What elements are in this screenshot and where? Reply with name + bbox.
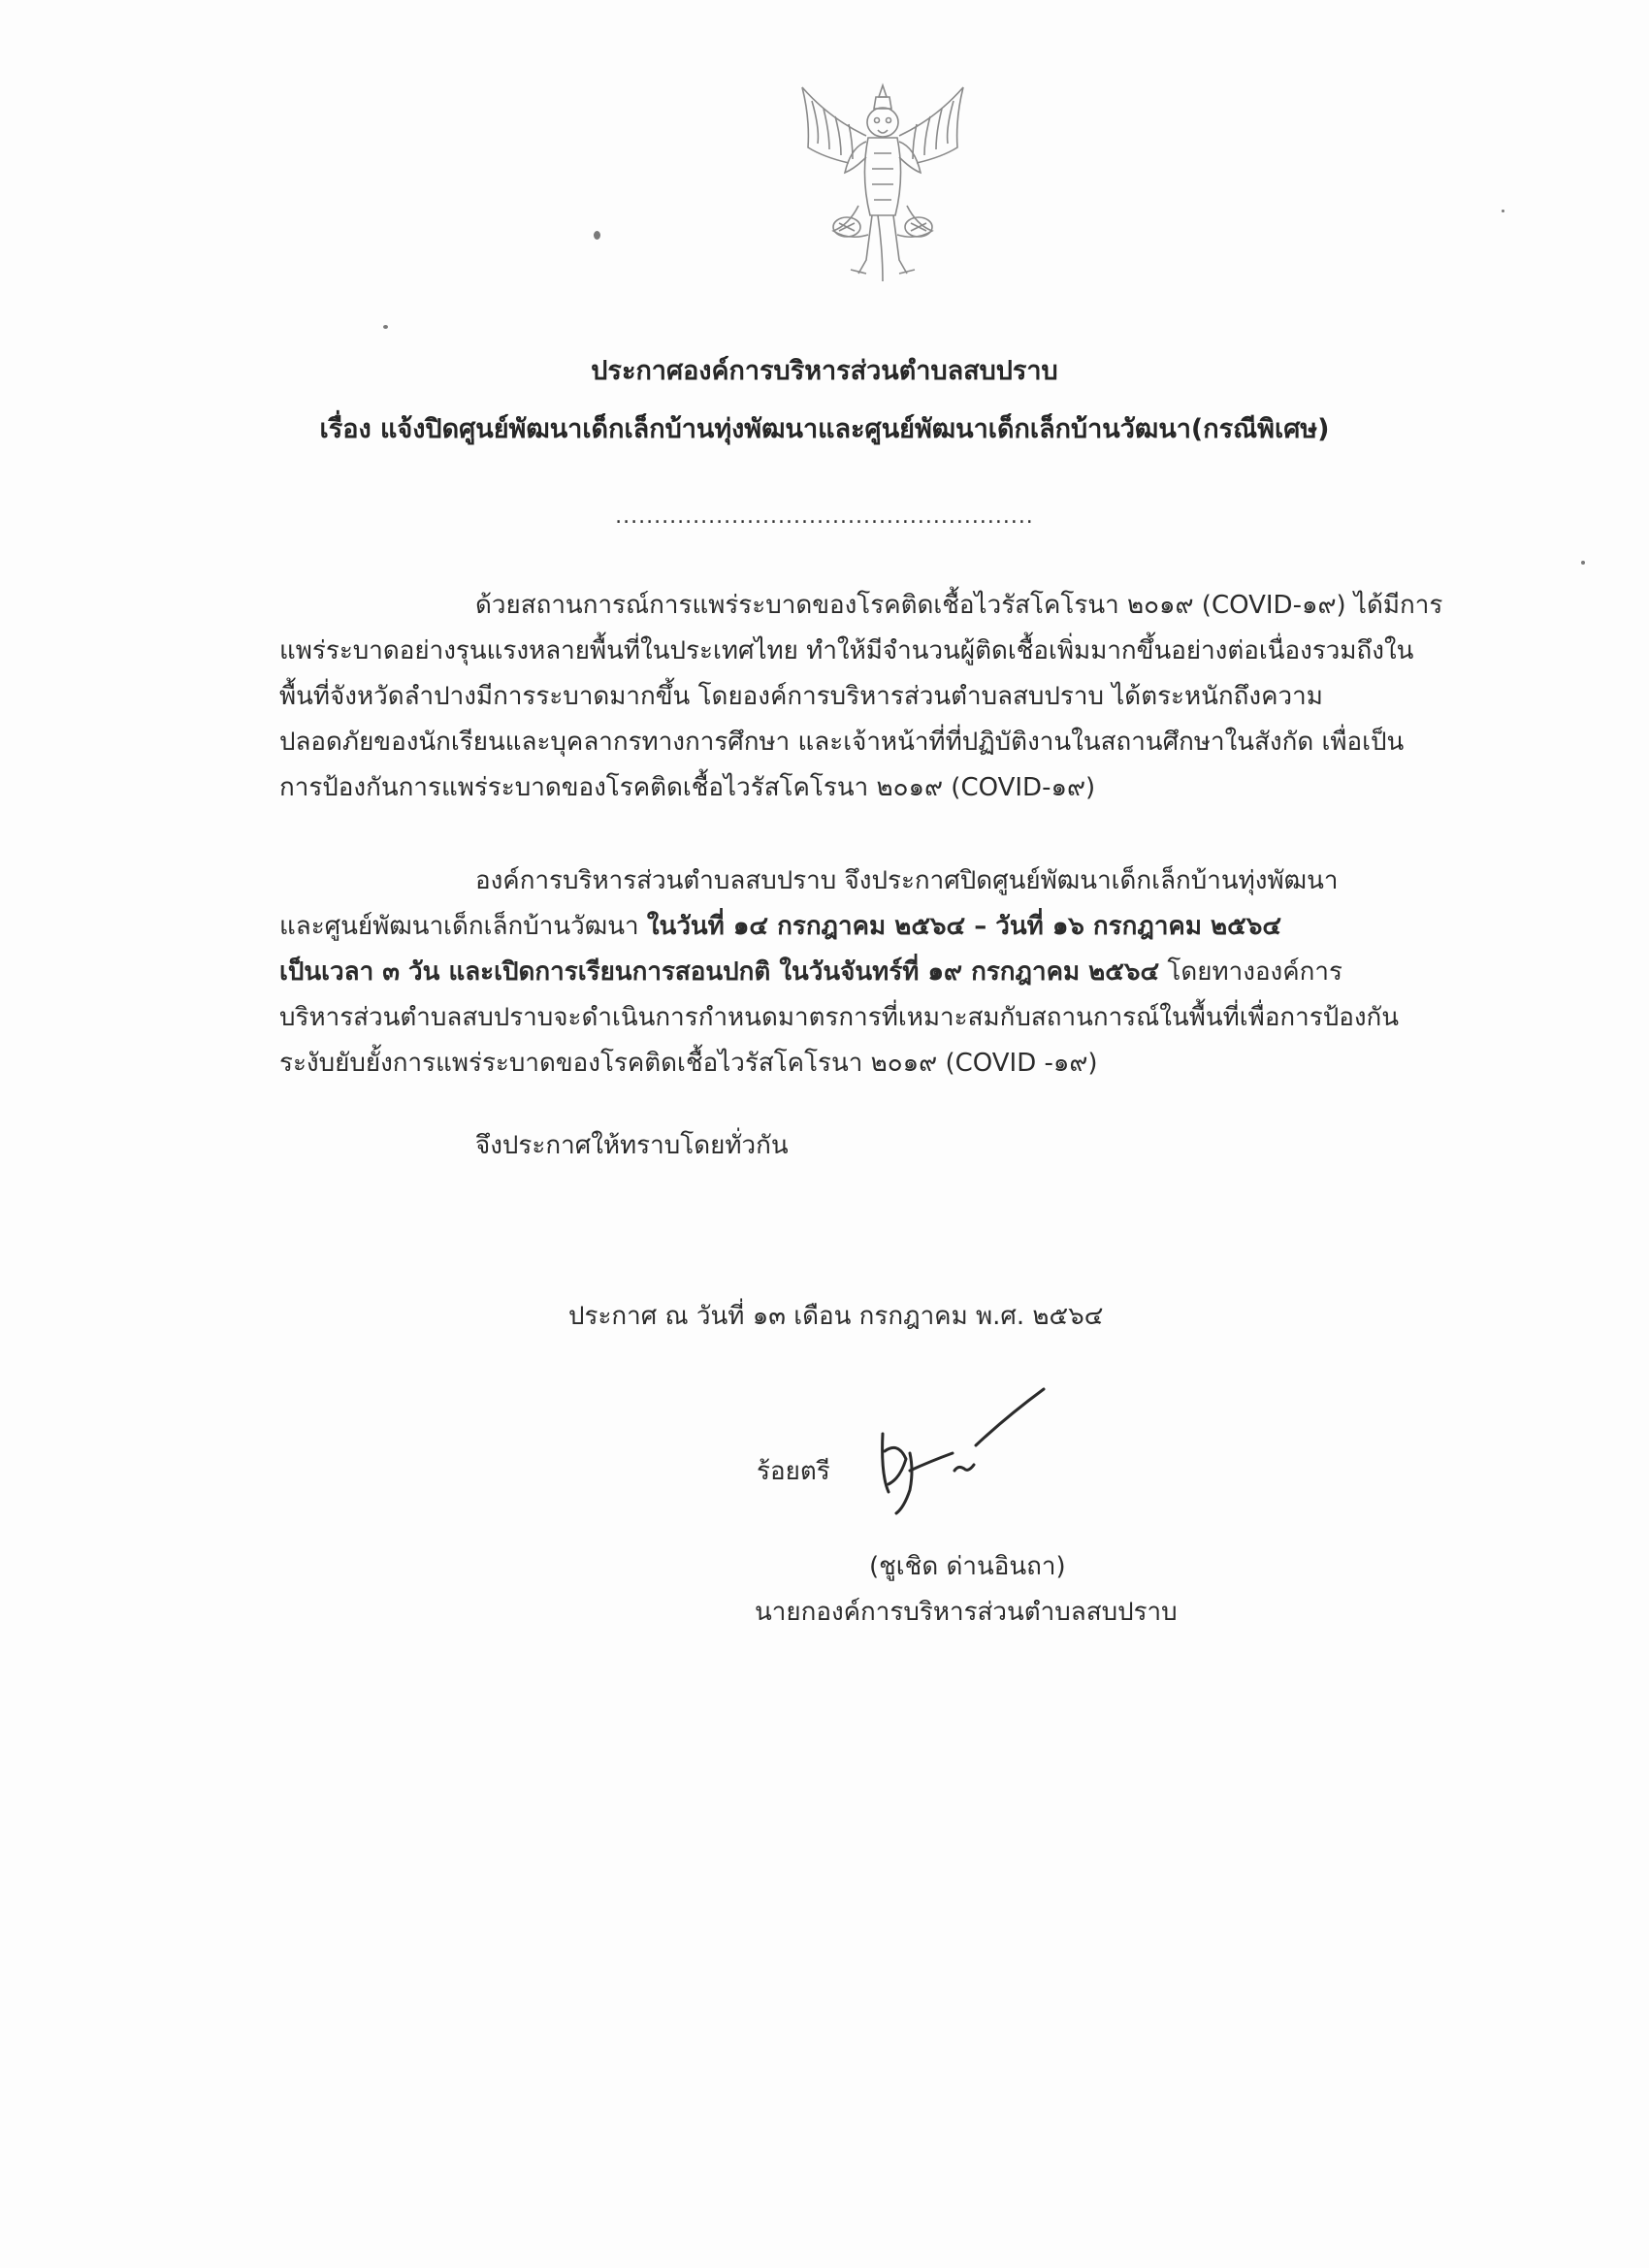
- closure-date-range: ในวันที่ ๑๔ กรกฎาคม ๒๕๖๔ – วันที่ ๑๖ กรกฎาคม ๒๕๖๔: [646, 912, 1282, 941]
- paragraph-2-line: [279, 952, 1342, 991]
- scan-speck: [1581, 561, 1585, 565]
- paragraph-1-line: การป้องกันการแพร่ระบาดของโรคติดเชื้อไวรัสโคโรนา ๒๐๑๙ (COVID-๑๙): [279, 773, 1096, 802]
- scan-speck: [594, 231, 600, 240]
- paragraph-2-line: ระงับยับยั้งการแพร่ระบาดของโรคติดเชื้อไวรัสโคโรนา ๒๐๑๙ (COVID -๑๙): [279, 1049, 1098, 1078]
- paragraph-1-line: ปลอดภัยของนักเรียนและบุคลากรทางการศึกษา และเจ้าหน้าที่ที่ปฏิบัติงานในสถานศึกษาในสังกัด เพื่อเป็น: [279, 728, 1405, 757]
- paragraph-2-line: บริหารส่วนตำบลสบปราบจะดำเนินการกำหนดมาตรการที่เหมาะสมกับสถานการณ์ในพื้นที่เพื่อการป้องกัน: [279, 1003, 1400, 1032]
- announcement-subject: เรื่อง แจ้งปิดศูนย์พัฒนาเด็กเล็กบ้านทุ่งพัฒนาและศูนย์พัฒนาเด็กเล็กบ้านวัฒนา(กรณีพิเศษ): [319, 414, 1330, 444]
- paragraph-1-line: แพร่ระบาดอย่างรุนแรงหลายพื้นที่ในประเทศไทย ทำให้มีจำนวนผู้ติดเชื้อเพิ่มมากขึ้นอย่างต่อเนื่องรวมถึงใน: [279, 636, 1414, 665]
- scan-speck: [383, 325, 388, 329]
- paragraph-1-line: พื้นที่จังหวัดลำปางมีการระบาดมากขึ้น โดยองค์การบริหารส่วนตำบลสบปราบ ได้ตระหนักถึงความ: [279, 682, 1323, 711]
- announcement-date: ประกาศ ณ วันที่ ๑๓ เดือน กรกฎาคม พ.ศ. ๒๕๖๔: [568, 1302, 1104, 1331]
- paragraph-2-line: องค์การบริหารส่วนตำบลสบปราบ จึงประกาศปิดศูนย์พัฒนาเด็กเล็กบ้านทุ่งพัฒนา: [475, 866, 1339, 895]
- signatory-rank: ร้อยตรี: [757, 1457, 830, 1486]
- dotted-divider: ......................................................: [615, 504, 1034, 529]
- paragraph-2-line: [279, 906, 1281, 946]
- handwritten-signature: [871, 1377, 1065, 1523]
- announcement-title: ประกาศองค์การบริหารส่วนตำบลสบปราบ: [591, 356, 1058, 386]
- signatory-position: นายกองค์การบริหารส่วนตำบลสบปราบ: [755, 1598, 1178, 1627]
- garuda-emblem-icon: [791, 80, 975, 285]
- paragraph-1-line: ด้วยสถานการณ์การแพร่ระบาดของโรคติดเชื้อไวรัสโคโรนา ๒๐๑๙ (COVID-๑๙) ได้มีการ: [475, 591, 1443, 620]
- scan-speck: [1502, 210, 1504, 212]
- signatory-name: (ชูเชิด ด่านอินถา): [869, 1552, 1066, 1581]
- closing-statement: จึงประกาศให้ทราบโดยทั่วกัน: [475, 1131, 789, 1160]
- paragraph-2-text: และศูนย์พัฒนาเด็กเล็กบ้านวัฒนา: [279, 912, 647, 941]
- paragraph-2-text: โดยทางองค์การ: [1159, 957, 1342, 987]
- reopen-date: เป็นเวลา ๓ วัน และเปิดการเรียนการสอนปกติ ในวันจันทร์ที่ ๑๙ กรกฎาคม ๒๕๖๔: [279, 957, 1160, 987]
